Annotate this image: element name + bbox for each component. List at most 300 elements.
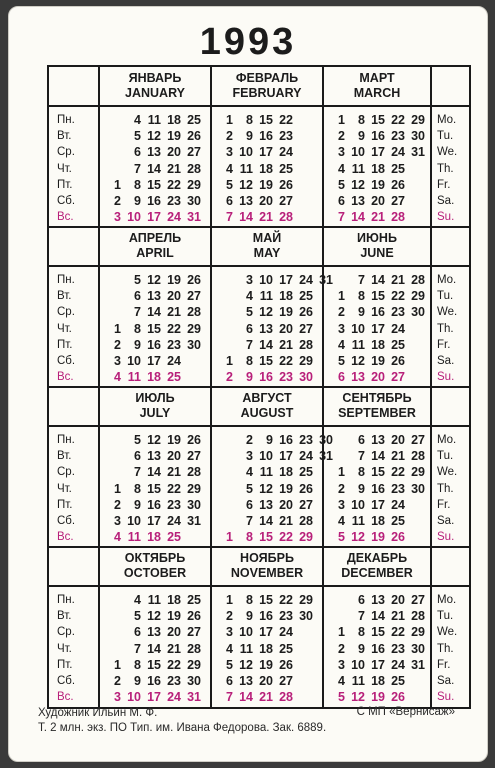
- quarter-1: [49, 67, 469, 227]
- date-cell: 20: [259, 193, 273, 208]
- date-cell: 11: [351, 161, 365, 176]
- day-label-ru: Ср.: [57, 626, 75, 639]
- week-row: [101, 304, 209, 320]
- day-label-en: Th.: [437, 322, 454, 335]
- month-name-ru: ОКТЯБРЬ: [124, 551, 186, 565]
- week-row: [213, 657, 321, 673]
- week-row: [213, 128, 321, 144]
- date-cell: 12: [351, 353, 365, 368]
- week-row: [101, 321, 209, 337]
- date-cell: 14: [371, 609, 385, 624]
- day-label-en: Mo.: [437, 114, 457, 126]
- date-cell: 5: [134, 609, 141, 624]
- month-name-ru: СЕНТЯБРЬ: [342, 391, 412, 405]
- date-cell: 22: [279, 593, 293, 607]
- week-row: [101, 448, 209, 464]
- date-cell: 31: [187, 210, 201, 225]
- date-cell: 9: [246, 370, 253, 385]
- date-cell: 23: [279, 370, 293, 385]
- month-name-en: MAY: [253, 246, 281, 260]
- date-cell: 4: [226, 641, 233, 656]
- day-labels-ru: [57, 272, 75, 385]
- date-cell: 25: [167, 370, 181, 385]
- date-cell: 23: [391, 641, 405, 656]
- week-row: [325, 209, 429, 225]
- date-cell: 12: [147, 433, 161, 447]
- date-cell: 18: [279, 289, 293, 304]
- date-cell: 12: [351, 530, 365, 545]
- date-cell: 3: [246, 273, 253, 287]
- month-days: [325, 592, 429, 705]
- week-row: [101, 657, 209, 673]
- date-cell: 5: [338, 353, 345, 368]
- date-cell: 3: [114, 353, 121, 368]
- date-cell: 22: [167, 177, 181, 192]
- date-cell: 6: [134, 145, 141, 160]
- date-cell: 20: [279, 321, 293, 336]
- week-row: [213, 369, 321, 385]
- date-cell: 24: [299, 273, 313, 287]
- month-name-en: DECEMBER: [341, 566, 413, 580]
- date-cell: 16: [371, 129, 385, 144]
- date-cell: 14: [259, 513, 273, 528]
- date-cell: 30: [187, 497, 201, 512]
- date-cell: 30: [187, 193, 201, 208]
- date-cell: 24: [391, 321, 405, 336]
- week-row: [101, 369, 209, 385]
- date-cell: 19: [259, 657, 273, 672]
- day-label-en: Sa.: [437, 514, 455, 527]
- date-cell: 23: [167, 497, 181, 512]
- week-row: [213, 209, 321, 225]
- date-cell: 27: [187, 145, 201, 160]
- day-label-en: Fr.: [437, 178, 451, 191]
- calendar-grid: [47, 65, 471, 709]
- month-name-en: APRIL: [136, 246, 174, 260]
- date-cell: 28: [187, 465, 201, 480]
- week-row: [213, 272, 333, 288]
- date-cell: 4: [226, 161, 233, 176]
- date-cell: 23: [391, 481, 405, 496]
- week-row: [325, 112, 429, 128]
- day-label-en: Su.: [437, 211, 455, 224]
- date-cell: 8: [358, 289, 365, 304]
- date-cell: 27: [279, 673, 293, 688]
- date-cell: 5: [338, 177, 345, 192]
- date-cell: 22: [391, 289, 405, 304]
- date-cell: 30: [319, 433, 333, 447]
- date-cell: 17: [259, 145, 273, 160]
- date-cell: 21: [279, 337, 293, 352]
- day-label-en: Fr.: [437, 498, 451, 511]
- artist-credit: Художник Ильин М. Ф.: [38, 707, 158, 719]
- date-cell: 17: [371, 321, 385, 336]
- date-cell: 25: [391, 513, 405, 528]
- date-cell: 7: [246, 513, 253, 528]
- date-cell: 22: [279, 113, 293, 127]
- date-cell: 21: [167, 641, 181, 656]
- date-cell: 8: [246, 353, 253, 368]
- day-label-ru: Вс.: [57, 691, 74, 704]
- date-cell: 11: [127, 530, 141, 545]
- date-cell: 22: [391, 465, 405, 480]
- date-cell: 14: [147, 641, 161, 656]
- date-cell: 22: [167, 657, 181, 672]
- week-row: [325, 689, 429, 705]
- date-cell: 31: [187, 690, 201, 705]
- day-label-en: Th.: [437, 162, 454, 175]
- date-cell: 21: [167, 161, 181, 176]
- date-cell: 4: [246, 465, 253, 480]
- date-cell: 8: [358, 465, 365, 480]
- date-cell: 18: [279, 465, 293, 480]
- day-label-ru: Вт.: [57, 290, 72, 303]
- week-row: [101, 624, 209, 640]
- day-label-en: Sa.: [437, 194, 455, 207]
- day-label-ru: Вс.: [57, 211, 74, 224]
- print-info: Т. 2 млн. экз. ПО Тип. им. Ивана Федорова. Зак. 6889.: [38, 722, 327, 734]
- month-name-en: MARCH: [353, 86, 401, 100]
- date-cell: 7: [226, 690, 233, 705]
- date-cell: 19: [371, 177, 385, 192]
- day-label-en: Mo.: [437, 594, 457, 606]
- month-name-en: FEBRUARY: [232, 86, 302, 100]
- date-cell: 3: [338, 497, 345, 512]
- date-cell: 10: [127, 690, 141, 705]
- date-cell: 15: [147, 657, 161, 672]
- month-name-ru: АПРЕЛЬ: [128, 231, 182, 245]
- week-row: [325, 641, 429, 657]
- day-label-ru: Чт.: [57, 322, 72, 335]
- month-days: [101, 432, 209, 545]
- date-cell: 29: [411, 289, 425, 304]
- date-cell: 26: [391, 177, 405, 192]
- date-cell: 28: [279, 690, 293, 705]
- day-label-en: Su.: [437, 531, 455, 544]
- date-cell: 13: [351, 370, 365, 385]
- date-cell: 15: [371, 625, 385, 640]
- day-label-en: Sa.: [437, 354, 455, 367]
- day-label-en: Mo.: [437, 274, 457, 286]
- date-cell: 1: [226, 353, 233, 368]
- date-cell: 16: [259, 129, 273, 144]
- date-cell: 24: [391, 657, 405, 672]
- date-cell: 19: [371, 353, 385, 368]
- day-label-en: We.: [437, 466, 458, 479]
- date-cell: 19: [167, 129, 181, 144]
- date-cell: 21: [279, 513, 293, 528]
- date-cell: 24: [391, 145, 405, 160]
- day-label-ru: Пт.: [57, 498, 73, 511]
- month-name: [211, 391, 323, 421]
- date-cell: 15: [147, 177, 161, 192]
- week-row: [101, 193, 209, 209]
- date-cell: 12: [259, 481, 273, 496]
- week-row: [325, 432, 429, 448]
- date-cell: 3: [338, 657, 345, 672]
- calendar-card: [8, 6, 488, 762]
- week-row: [101, 608, 209, 624]
- date-cell: 20: [167, 289, 181, 304]
- day-labels-en: [437, 592, 457, 705]
- date-cell: 10: [351, 321, 365, 336]
- month-name-ru: МАРТ: [359, 71, 395, 85]
- date-cell: 23: [391, 129, 405, 144]
- month-days: [213, 592, 321, 705]
- day-label-ru: Ср.: [57, 466, 75, 479]
- date-cell: 12: [147, 273, 161, 287]
- date-cell: 7: [226, 210, 233, 225]
- date-cell: 18: [371, 673, 385, 688]
- date-cell: 17: [279, 273, 293, 287]
- date-cell: 12: [259, 305, 273, 320]
- date-cell: 20: [279, 497, 293, 512]
- date-cell: 18: [167, 113, 181, 127]
- date-cell: 27: [299, 497, 313, 512]
- date-cell: 1: [114, 321, 121, 336]
- date-cell: 9: [246, 609, 253, 624]
- date-cell: 17: [147, 513, 161, 528]
- date-cell: 4: [338, 513, 345, 528]
- week-row: [213, 464, 321, 480]
- month-days: [325, 432, 429, 545]
- day-label-ru: Сб.: [57, 514, 76, 527]
- week-row: [213, 448, 333, 464]
- date-cell: 5: [134, 129, 141, 144]
- date-cell: 15: [259, 593, 273, 607]
- day-label-ru: Пт.: [57, 338, 73, 351]
- date-cell: 31: [411, 657, 425, 672]
- date-cell: 19: [279, 481, 293, 496]
- month-name-ru: МАЙ: [252, 231, 282, 245]
- date-cell: 29: [187, 177, 201, 192]
- day-labels-en: [437, 272, 457, 385]
- date-cell: 4: [114, 370, 121, 385]
- date-cell: 16: [147, 337, 161, 352]
- week-row: [213, 529, 321, 545]
- date-cell: 26: [299, 305, 313, 320]
- date-cell: 10: [351, 497, 365, 512]
- date-cell: 19: [371, 690, 385, 705]
- day-label-ru: Сб.: [57, 674, 76, 687]
- date-cell: 14: [239, 210, 253, 225]
- date-cell: 20: [167, 625, 181, 640]
- date-cell: 11: [127, 370, 141, 385]
- date-cell: 16: [147, 673, 161, 688]
- date-cell: 31: [319, 449, 333, 464]
- day-label-ru: Вт.: [57, 450, 72, 463]
- day-label-en: We.: [437, 306, 458, 319]
- week-row: [101, 144, 209, 160]
- date-cell: 9: [358, 305, 365, 320]
- month-name-en: AUGUST: [240, 406, 294, 420]
- week-row: [325, 481, 429, 497]
- date-cell: 19: [167, 609, 181, 624]
- day-label-ru: Вс.: [57, 371, 74, 384]
- date-cell: 15: [371, 289, 385, 304]
- week-row: [213, 513, 321, 529]
- day-labels-en: [437, 112, 457, 225]
- date-cell: 29: [411, 113, 425, 127]
- date-cell: 27: [411, 433, 425, 447]
- week-row: [325, 529, 429, 545]
- date-cell: 10: [239, 625, 253, 640]
- date-cell: 16: [147, 497, 161, 512]
- date-cell: 29: [187, 657, 201, 672]
- month-name-ru: ИЮЛЬ: [135, 391, 175, 405]
- date-cell: 30: [299, 370, 313, 385]
- date-cell: 26: [187, 433, 201, 447]
- date-cell: 1: [338, 465, 345, 480]
- date-cell: 7: [358, 609, 365, 624]
- date-cell: 16: [259, 370, 273, 385]
- day-label-ru: Вс.: [57, 531, 74, 544]
- date-cell: 24: [167, 210, 181, 225]
- month-days: [101, 592, 209, 705]
- date-cell: 24: [167, 353, 181, 368]
- date-cell: 17: [279, 449, 293, 464]
- date-cell: 25: [167, 530, 181, 545]
- date-cell: 3: [114, 513, 121, 528]
- date-cell: 28: [279, 210, 293, 225]
- date-cell: 18: [371, 513, 385, 528]
- day-label-en: Tu.: [437, 450, 454, 463]
- date-cell: 20: [259, 673, 273, 688]
- date-cell: 23: [167, 337, 181, 352]
- day-label-en: Fr.: [437, 658, 451, 671]
- footer-left: [38, 706, 326, 736]
- date-cell: 16: [371, 641, 385, 656]
- date-cell: 6: [358, 433, 365, 447]
- date-cell: 11: [239, 161, 253, 176]
- date-cell: 19: [167, 433, 181, 447]
- date-cell: 30: [411, 129, 425, 144]
- month-name: [323, 231, 431, 261]
- week-row: [101, 288, 209, 304]
- week-row: [325, 128, 429, 144]
- date-cell: 24: [391, 497, 405, 512]
- date-cell: 28: [299, 513, 313, 528]
- week-row: [325, 288, 429, 304]
- date-cell: 15: [147, 481, 161, 496]
- date-cell: 27: [299, 321, 313, 336]
- date-cell: 4: [338, 337, 345, 352]
- date-cell: 21: [167, 305, 181, 320]
- week-row: [325, 193, 429, 209]
- date-cell: 7: [134, 641, 141, 656]
- date-cell: 17: [147, 353, 161, 368]
- date-cell: 29: [187, 481, 201, 496]
- date-cell: 29: [187, 321, 201, 336]
- date-cell: 17: [371, 497, 385, 512]
- date-cell: 24: [279, 625, 293, 640]
- month-days: [101, 112, 209, 225]
- date-cell: 11: [259, 465, 273, 480]
- date-cell: 21: [167, 465, 181, 480]
- date-cell: 26: [187, 609, 201, 624]
- date-cell: 28: [299, 337, 313, 352]
- date-cell: 26: [391, 530, 405, 545]
- date-cell: 13: [147, 145, 161, 160]
- date-cell: 25: [187, 593, 201, 607]
- week-row: [325, 608, 429, 624]
- date-cell: 17: [371, 657, 385, 672]
- month-name: [323, 391, 431, 421]
- date-cell: 30: [411, 305, 425, 320]
- date-cell: 30: [187, 337, 201, 352]
- day-label-ru: Ср.: [57, 306, 75, 319]
- date-cell: 14: [351, 210, 365, 225]
- date-cell: 23: [167, 673, 181, 688]
- date-cell: 12: [351, 177, 365, 192]
- day-label-ru: Вт.: [57, 610, 72, 623]
- date-cell: 17: [371, 145, 385, 160]
- date-cell: 13: [259, 497, 273, 512]
- day-label-ru: Пн.: [57, 274, 75, 286]
- month-days: [325, 272, 429, 385]
- date-cell: 4: [246, 289, 253, 304]
- day-label-en: Tu.: [437, 290, 454, 303]
- date-cell: 1: [114, 177, 121, 192]
- date-cell: 15: [371, 465, 385, 480]
- date-cell: 23: [391, 305, 405, 320]
- date-cell: 18: [259, 641, 273, 656]
- month-name-ru: ДЕКАБРЬ: [346, 551, 408, 565]
- day-label-ru: Пн.: [57, 434, 75, 446]
- date-cell: 8: [246, 530, 253, 545]
- date-cell: 27: [391, 370, 405, 385]
- date-cell: 18: [147, 530, 161, 545]
- week-row: [101, 641, 209, 657]
- week-row: [101, 481, 209, 497]
- date-cell: 20: [391, 433, 405, 447]
- day-label-ru: Чт.: [57, 162, 72, 175]
- week-row: [213, 608, 321, 624]
- date-cell: 2: [114, 337, 121, 352]
- date-cell: 27: [187, 625, 201, 640]
- date-cell: 9: [134, 337, 141, 352]
- day-label-ru: Пт.: [57, 658, 73, 671]
- date-cell: 13: [147, 289, 161, 304]
- date-cell: 20: [167, 145, 181, 160]
- day-label-ru: Вт.: [57, 130, 72, 143]
- date-cell: 1: [338, 289, 345, 304]
- week-row: [101, 689, 209, 705]
- date-cell: 3: [114, 690, 121, 705]
- date-cell: 1: [338, 113, 345, 127]
- week-row: [213, 144, 321, 160]
- date-cell: 19: [167, 273, 181, 287]
- date-cell: 20: [371, 370, 385, 385]
- date-cell: 5: [134, 273, 141, 287]
- day-labels-ru: [57, 112, 75, 225]
- date-cell: 30: [411, 641, 425, 656]
- day-labels-ru: [57, 592, 75, 705]
- day-label-ru: Чт.: [57, 482, 72, 495]
- week-row: [213, 288, 321, 304]
- month-name: [99, 231, 211, 261]
- date-cell: 31: [319, 273, 333, 287]
- date-cell: 7: [134, 305, 141, 320]
- date-cell: 21: [391, 273, 405, 287]
- date-cell: 5: [226, 657, 233, 672]
- date-cell: 1: [338, 625, 345, 640]
- week-row: [101, 209, 209, 225]
- week-row: [101, 432, 209, 448]
- day-label-ru: Чт.: [57, 642, 72, 655]
- week-row: [213, 304, 321, 320]
- date-cell: 23: [279, 129, 293, 144]
